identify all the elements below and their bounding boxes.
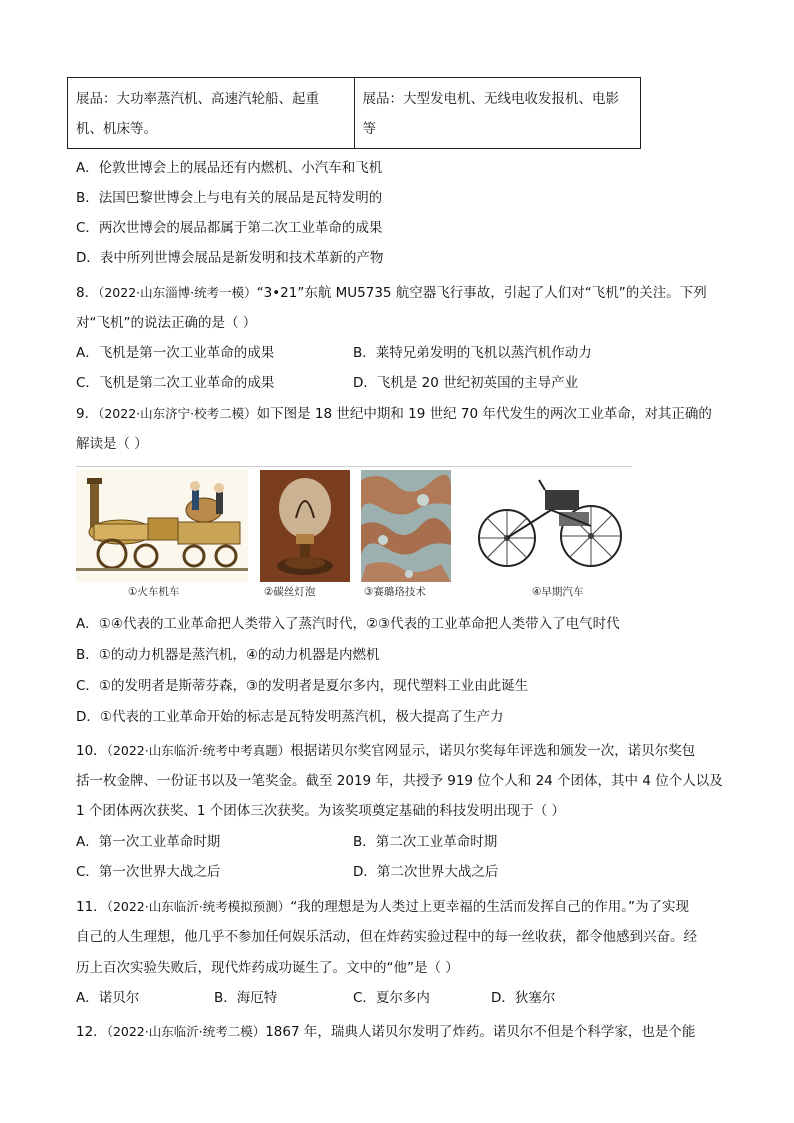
caption-carbon-bulb: ②碳丝灯泡	[264, 586, 316, 598]
q9-number: 9．	[76, 406, 99, 422]
q11-option-d: D．狄塞尔	[491, 990, 556, 1006]
q7-option-c: C．两次世博会的展品都属于第二次工业革命的成果	[76, 220, 383, 236]
q8-option-c: C．飞机是第二次工业革命的成果	[76, 375, 275, 391]
q7-option-d: D．表中所列世博会展品是新发明和技术革新的产物	[76, 250, 384, 266]
q9-option-a: A．①④代表的工业革命把人类带入了蒸汽时代，②③代表的工业革命把人类带入了电气时代	[76, 616, 620, 632]
q11-option-c: C．夏尔多内	[353, 990, 430, 1006]
q11-stem-line1	[76, 897, 689, 917]
q10-option-a: A．第一次工业革命时期	[76, 834, 221, 850]
table-cell-left: 展品：大功率蒸汽机、高速汽轮船、起重机、机床等。	[68, 78, 355, 149]
q11-option-a: A．诺贝尔	[76, 990, 140, 1006]
q10-option-d: D．第二次世界大战之后	[353, 864, 499, 880]
caption-early-car: ④早期汽车	[532, 586, 584, 598]
q10-option-c: C．第一次世界大战之后	[76, 864, 221, 880]
q8-option-b: B．莱特兄弟发明的飞机以蒸汽机作动力	[353, 345, 592, 361]
q8-option-a: A．飞机是第一次工业革命的成果	[76, 345, 275, 361]
caption-locomotive: ①火车机车	[128, 586, 180, 598]
q7-option-a: A．伦敦世博会上的展品还有内燃机、小汽车和飞机	[76, 160, 383, 176]
expo-comparison-table	[67, 77, 641, 149]
caption-celluloid: ③赛璐珞技术	[364, 586, 426, 598]
celluloid-illustration	[361, 470, 451, 582]
q11-option-b: B．海厄特	[214, 990, 278, 1006]
q9-option-d: D．①代表的工业革命开始的标志是瓦特发明蒸汽机，极大提高了生产力	[76, 709, 504, 725]
q9-figure-strip	[76, 466, 632, 600]
q8-option-d: D．飞机是 20 世纪初英国的主导产业	[353, 375, 579, 391]
q9-option-b: B．①的动力机器是蒸汽机，④的动力机器是内燃机	[76, 647, 380, 663]
q12-stem-line1	[76, 1022, 695, 1042]
q12-stem1: 1867 年，瑞典人诺贝尔发明了炸药。诺贝尔不但是个科学家，也是个能	[265, 1024, 696, 1040]
early-car-illustration	[473, 470, 628, 582]
q8-source: （2022·山东淄博·统考一模）	[98, 285, 257, 300]
q9-stem-line2: 解读是（ ）	[76, 436, 148, 452]
q11-number: 11．	[76, 899, 107, 915]
q10-stem-line2: 括一枚金牌、一份证书以及一笔奖金。截至 2019 年，共授予 919 位个人和 24 个团体，其中 4 位个人以及	[76, 773, 723, 789]
q10-stem1: 根据诺贝尔奖官网显示，诺贝尔奖每年评选和颁发一次，诺贝尔奖包	[290, 743, 696, 759]
q8-stem1: “3•21”东航 MU5735 航空器飞行事故，引起了人们对“飞机”的关注。下列	[256, 285, 707, 301]
q11-stem1: “我的理想是为人类过上更幸福的生活而发挥自己的作用。”为了实现	[290, 899, 689, 915]
q8-stem-line1	[76, 283, 707, 303]
q12-source: （2022·山东临沂·统考二模）	[106, 1024, 266, 1039]
q11-source: （2022·山东临沂·统考模拟预测）	[106, 899, 291, 914]
q9-stem1: 如下图是 18 世纪中期和 19 世纪 70 年代发生的两次工业革命，对其正确的	[256, 406, 712, 422]
q12-number: 12．	[76, 1024, 107, 1040]
q10-option-b: B．第二次工业革命时期	[353, 834, 498, 850]
table-cell-right: 展品：大型发电机、无线电收发报机、电影等	[354, 78, 641, 149]
q8-number: 8．	[76, 285, 99, 301]
q10-stem-line3: 1 个团体两次获奖、1 个团体三次获奖。为该奖项奠定基础的科技发明出现于（ ）	[76, 803, 566, 819]
q10-source: （2022·山东临沂·统考中考真题）	[106, 743, 291, 758]
q11-stem-line2: 自己的人生理想，他几乎不参加任何娱乐活动，但在炸药实验过程中的每一丝收获，都令他感到兴奋。经	[76, 929, 697, 945]
q9-option-c: C．①的发明者是斯蒂芬森，③的发明者是夏尔多内，现代塑料工业由此诞生	[76, 678, 529, 694]
carbon-bulb-illustration	[260, 470, 350, 582]
q11-stem-line3: 历上百次实验失败后，现代炸药成功诞生了。文中的“他”是（ ）	[76, 960, 459, 976]
q10-stem-line1	[76, 741, 695, 761]
q8-stem-line2: 对“飞机”的说法正确的是（ ）	[76, 315, 257, 331]
locomotive-illustration	[76, 470, 248, 582]
q9-stem-line1	[76, 404, 712, 424]
q9-source: （2022·山东济宁·校考二模）	[98, 406, 257, 421]
q7-option-b: B．法国巴黎世博会上与电有关的展品是瓦特发明的	[76, 190, 383, 206]
q10-number: 10．	[76, 743, 107, 759]
